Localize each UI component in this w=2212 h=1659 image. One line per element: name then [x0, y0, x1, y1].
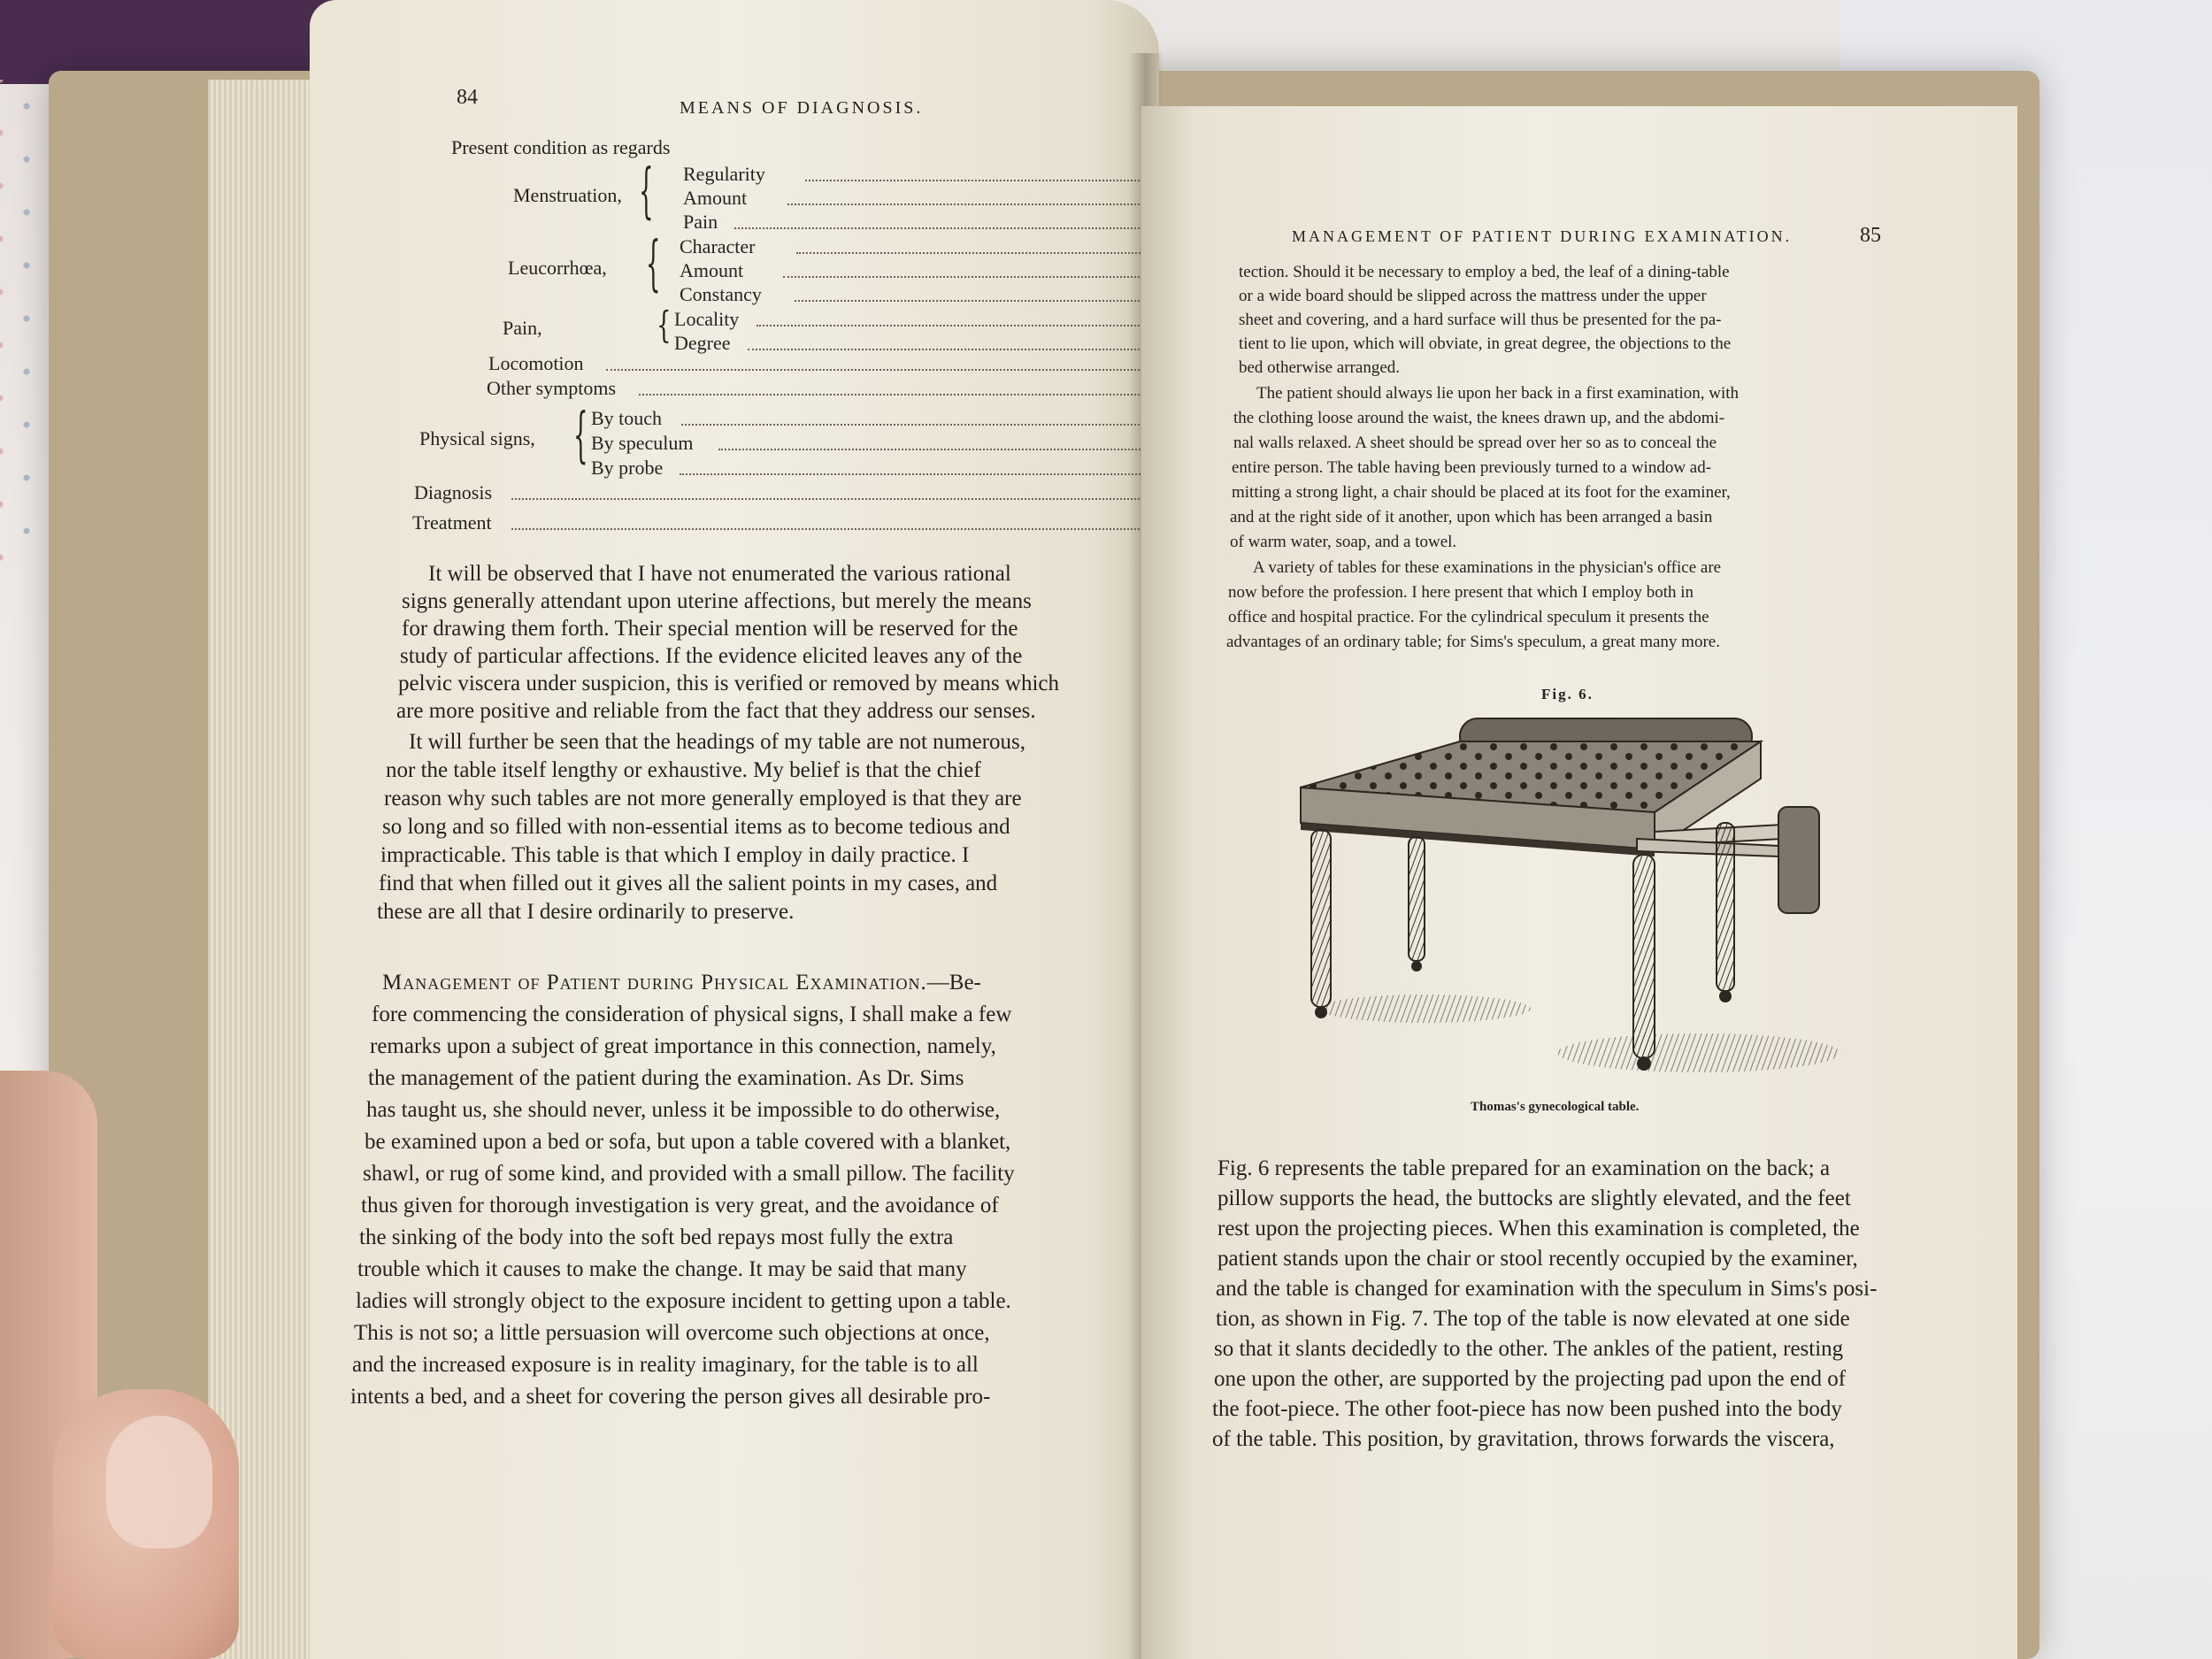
- text-line: are more positive and reliable from the fact that they address our senses.: [396, 699, 1036, 723]
- fill-line: [796, 252, 1150, 254]
- form-item: Locality: [674, 308, 740, 330]
- text-line: trouble which it causes to make the change. It may be said that many: [357, 1257, 967, 1281]
- running-head-left: MEANS OF DIAGNOSIS.: [680, 98, 924, 118]
- form-locomotion: Locomotion: [488, 352, 584, 374]
- form-item: Degree: [674, 332, 731, 354]
- gynecological-table-illustration: [1283, 708, 1858, 1097]
- text-line: and at the right side of it another, upon which has been arranged a basin: [1230, 508, 1713, 526]
- form-item: Amount: [683, 187, 748, 209]
- form-treatment: Treatment: [412, 511, 492, 534]
- fill-line: [795, 300, 1150, 302]
- text-line: A variety of tables for these examinations in the physician's office are: [1253, 558, 1722, 577]
- text-line: of warm water, soap, and a towel.: [1230, 533, 1457, 551]
- text-line: The patient should always lie upon her back in a first examination, with: [1256, 384, 1740, 403]
- fill-line: [511, 528, 1150, 530]
- text-line: find that when filled out it gives all the salient points in my cases, and: [379, 872, 998, 895]
- text-line: rest upon the projecting pieces. When this examination is completed, the: [1217, 1217, 1860, 1240]
- figure-label: Fig. 6.: [1541, 686, 1594, 703]
- form-item: Amount: [680, 259, 744, 281]
- fill-line: [681, 424, 1150, 426]
- fill-line: [805, 180, 1150, 181]
- text-line: the management of the patient during the examination. As Dr. Sims: [368, 1066, 964, 1090]
- fill-line: [748, 349, 1150, 350]
- text-line: It will further be seen that the headings of my table are not numerous,: [409, 730, 1026, 754]
- text-line: tient to lie upon, which will obviate, in great degree, the objections to the: [1239, 334, 1732, 353]
- fill-line: [757, 325, 1150, 326]
- fill-line: [787, 204, 1150, 205]
- fill-line: [606, 369, 1150, 371]
- text-line: sheet and covering, and a hard surface will thus be presented for the pa-: [1239, 311, 1722, 329]
- form-menstruation-label: Menstruation,: [513, 184, 622, 206]
- section-heading-continuation: —Be-: [926, 971, 981, 995]
- text-line: and the table is changed for examination with the speculum in Sims's posi-: [1216, 1277, 1878, 1301]
- text-line: This is not so; a little persuasion will overcome such objections at once,: [354, 1321, 990, 1345]
- text-line: It will be observed that I have not enumerated the various rational: [428, 562, 1011, 586]
- fill-line: [511, 498, 1150, 500]
- text-line: patient stands upon the chair or stool recently occupied by the examiner,: [1217, 1247, 1858, 1271]
- form-intro: Present condition as regards: [451, 136, 671, 158]
- text-line: impracticable. This table is that which I employ in daily practice. I: [380, 843, 970, 867]
- thumbnail: [106, 1416, 212, 1548]
- left-page: [310, 0, 1159, 1659]
- text-line: pillow supports the head, the buttocks are slightly elevated, and the feet: [1217, 1187, 1851, 1210]
- text-line: tion, as shown in Fig. 7. The top of the table is now elevated at one side: [1216, 1307, 1850, 1331]
- brace-icon: {: [646, 230, 661, 300]
- text-line: shawl, or rug of some kind, and provided with a small pillow. The facility: [363, 1162, 1015, 1186]
- text-line: study of particular affections. If the evidence elicited leaves any of the: [400, 644, 1023, 668]
- text-line: tection. Should it be necessary to employ a bed, the leaf of a dining-table: [1239, 263, 1730, 281]
- text-line: or a wide board should be slipped across the mattress under the upper: [1239, 287, 1707, 305]
- section-heading: [382, 972, 981, 994]
- form-item: Pain: [683, 211, 718, 233]
- text-line: for drawing them forth. Their special mention will be reserved for the: [402, 617, 1018, 641]
- text-line: nor the table itself lengthy or exhaustive. My belief is that the chief: [386, 758, 981, 782]
- text-line: the clothing loose around the waist, the knees drawn up, and the abdomi-: [1233, 409, 1725, 427]
- text-line: intents a bed, and a sheet for covering the person gives all desirable pro-: [350, 1385, 991, 1409]
- form-physical-signs-label: Physical signs,: [419, 427, 535, 449]
- text-line: mitting a strong light, a chair should be placed at its foot for the examiner,: [1232, 483, 1731, 502]
- page-number-right: 85: [1860, 224, 1881, 247]
- text-line: so that it slants decidedly to the other. The ankles of the patient, resting: [1214, 1337, 1844, 1361]
- text-line: bed otherwise arranged.: [1239, 358, 1401, 377]
- text-line: has taught us, she should never, unless it be impossible to do otherwise,: [366, 1098, 1001, 1122]
- text-line: and the increased exposure is in reality imaginary, for the table is to all: [352, 1353, 979, 1377]
- form-item: By speculum: [591, 432, 694, 454]
- text-line: advantages of an ordinary table; for Sims's speculum, a great many more.: [1226, 633, 1720, 651]
- brace-icon: {: [657, 304, 672, 348]
- text-line: now before the profession. I here present that which I employ both in: [1228, 583, 1694, 602]
- running-head-right: MANAGEMENT OF PATIENT DURING EXAMINATION.: [1292, 227, 1793, 245]
- form-diagnosis: Diagnosis: [414, 481, 492, 503]
- text-line: fore commencing the consideration of physical signs, I shall make a few: [372, 1002, 1012, 1026]
- form-item: Regularity: [683, 163, 765, 185]
- fill-line: [639, 394, 1150, 396]
- form-leucorrhoea-label: Leucorrhœa,: [508, 257, 607, 279]
- fill-line: [680, 473, 1150, 475]
- fill-line: [734, 227, 1150, 229]
- text-line: of the table. This position, by gravitation, throws forwards the viscera,: [1212, 1427, 1835, 1451]
- text-line: the sinking of the body into the soft bed repays most fully the extra: [359, 1225, 954, 1249]
- text-line: these are all that I desire ordinarily to preserve.: [377, 900, 795, 924]
- text-line: so long and so filled with non-essential items as to become tedious and: [382, 815, 1010, 839]
- text-line: office and hospital practice. For the cylindrical speculum it presents the: [1228, 608, 1709, 626]
- text-line: the foot-piece. The other foot-piece has now been pushed into the body: [1212, 1397, 1842, 1421]
- brace-icon: {: [573, 402, 588, 472]
- fill-line: [783, 276, 1150, 278]
- brace-icon: {: [639, 157, 654, 227]
- text-line: ladies will strongly object to the exposure incident to getting upon a table.: [356, 1289, 1011, 1313]
- figure-caption: Thomas's gynecological table.: [1471, 1100, 1640, 1114]
- form-pain-label: Pain,: [503, 317, 542, 339]
- section-heading-text: Management of Patient during Physical Examination.: [382, 971, 927, 995]
- text-line: signs generally attendant upon uterine affections, but merely the means: [402, 589, 1032, 613]
- text-line: thus given for thorough investigation is very great, and the avoidance of: [361, 1194, 999, 1217]
- form-item: Character: [680, 235, 756, 257]
- text-line: one upon the other, are supported by the projecting pad upon the end of: [1214, 1367, 1847, 1391]
- text-line: entire person. The table having been previously turned to a window ad-: [1232, 458, 1712, 477]
- text-line: Fig. 6 represents the table prepared for an examination on the back; a: [1217, 1156, 1831, 1180]
- form-item: By touch: [591, 407, 663, 429]
- text-line: reason why such tables are not more generally employed is that they are: [384, 787, 1022, 810]
- form-item: Constancy: [680, 283, 762, 305]
- form-item: By probe: [591, 457, 664, 479]
- page-number-left: 84: [457, 86, 478, 109]
- form-other-symptoms: Other symptoms: [487, 377, 617, 399]
- fill-line: [718, 449, 1150, 450]
- text-line: pelvic viscera under suspicion, this is verified or removed by means which: [398, 672, 1060, 695]
- text-line: be examined upon a bed or sofa, but upon a table covered with a blanket,: [365, 1130, 1011, 1154]
- text-line: remarks upon a subject of great importance in this connection, namely,: [370, 1034, 996, 1058]
- text-line: nal walls relaxed. A sheet should be spread over her so as to conceal the: [1233, 434, 1717, 452]
